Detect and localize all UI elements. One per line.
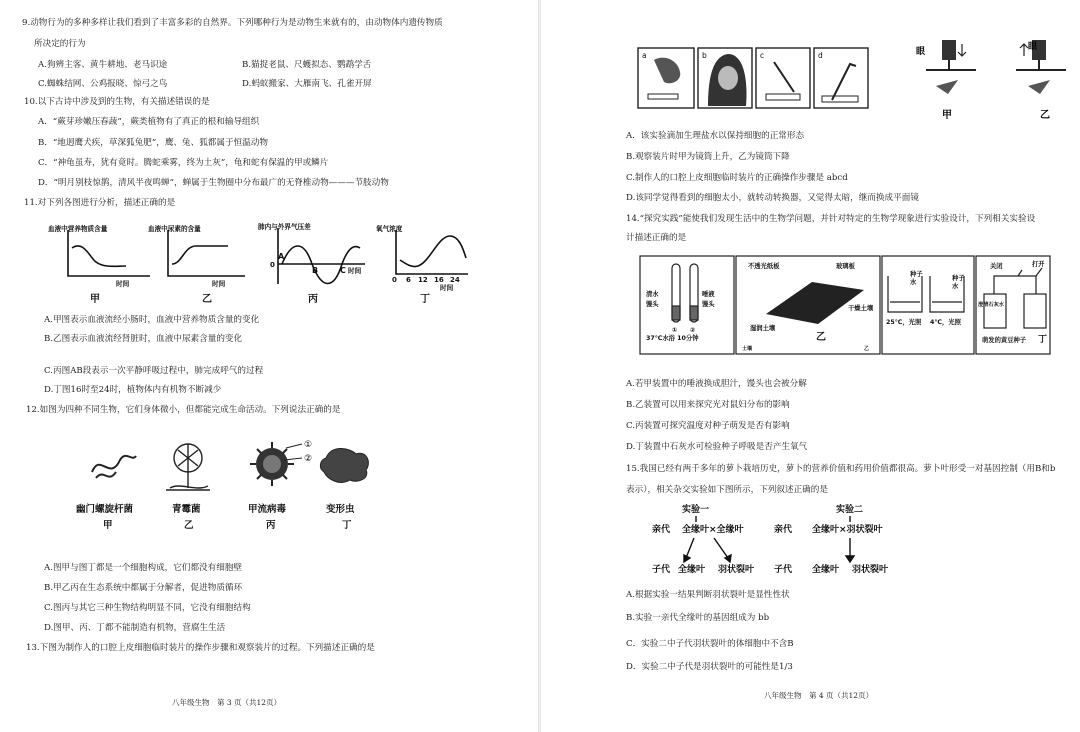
exp2-offspring-2: 羽状裂叶	[852, 565, 889, 575]
ding-tick-24: 24	[450, 276, 460, 284]
virus-mark-2: ②	[304, 454, 313, 464]
organism-tag-yi: 乙	[184, 520, 194, 531]
step-a-drawing	[648, 58, 680, 99]
jia-bun-2: 馒头	[702, 301, 715, 308]
jia-water: 清水	[646, 291, 659, 298]
q14-option-d: D.丁装置中石灰水可检验种子呼吸是否产生氧气	[626, 442, 808, 452]
device-bing-box	[882, 256, 974, 354]
step-label-c: c	[760, 51, 765, 60]
exp1-offspring-1: 全缘叶	[678, 565, 706, 575]
jia-x-label: 时间	[116, 280, 130, 288]
yi-curve	[172, 246, 228, 264]
organism-name-bing: 甲流病毒	[248, 504, 287, 515]
exp1-offspring-2: 羽状裂叶	[718, 565, 755, 575]
device-jia-drawing	[672, 264, 698, 322]
q12-organisms-figure	[70, 432, 390, 542]
bing-point-a: A	[278, 252, 285, 261]
bing-point-b: B	[312, 266, 319, 275]
q9-option-b: B.猫捉老鼠、尺蠖拟态、鹦鹉学舌	[242, 60, 372, 70]
yi-soil: 土壤	[742, 346, 753, 352]
bing-x-label: 时间	[348, 267, 362, 275]
virus-mark-1: ①	[304, 440, 313, 450]
yi-x-label: 时间	[212, 280, 226, 288]
organism-name-yi: 青霉菌	[172, 504, 201, 515]
q9-option-c: C.蜘蛛结网、公鸡报晓、惊弓之鸟	[38, 79, 168, 89]
exp1-arrow-left	[686, 538, 694, 558]
influenza-virus-drawing	[250, 440, 312, 486]
jia-y-label: 血液中营养物质含量	[48, 225, 108, 233]
yi-wet-soil: 湿润土壤	[750, 325, 776, 332]
ding-x-label: 时间	[440, 284, 454, 292]
q10-option-a: A．“蕨芽珍嫩压春蔬”，蕨类植物有了真正的根和输导组织	[38, 117, 260, 127]
penicillium-drawing	[166, 444, 210, 490]
ding-limewater: 澄清石灰水	[978, 302, 1004, 308]
jia-bun-1: 馒头	[646, 301, 659, 308]
exp1-parent: 亲代	[652, 525, 671, 535]
exp2-offspring-1: 全缘叶	[812, 565, 840, 575]
q14-figure	[638, 254, 1052, 358]
jia-curve	[72, 246, 126, 266]
q11-option-c: C.丙图AB段表示一次平静呼吸过程中，肺完成呼气的过程	[44, 366, 264, 376]
step-label-b: b	[702, 51, 707, 60]
yi-axes	[168, 230, 245, 276]
ding-tick-16: 16	[434, 276, 444, 284]
yi-dark-board: 不透光纸板	[748, 263, 780, 270]
q13-stem: 13.下图为制作人的口腔上皮细胞临时装片的操作步骤和观察装片的过程。下列描述正确的是	[26, 643, 375, 653]
step-label-a: a	[642, 51, 647, 60]
ding-tag: 丁	[1038, 335, 1048, 345]
q15-stem-line1: 15.我国已经有两千多年的萝卜栽培历史，萝卜的营养价值和药用价值都很高。萝卜叶形受一对基因控制（用B和b	[626, 464, 1056, 474]
q10-option-b: B．“地迥鹰犬疾，草深狐兔肥”，鹰、兔、狐都属于恒温动物	[38, 138, 268, 148]
yi-dry-soil: 干燥土壤	[848, 305, 874, 312]
bing-seed-1: 种子	[910, 271, 923, 278]
step-label-d: d	[818, 51, 823, 60]
jia-condition: 37℃水浴 10分钟	[646, 335, 699, 342]
exp1-cross: 全缘叶×全缘叶	[682, 525, 744, 535]
q15-stem-line2: 表示），相关杂交实验如下图所示，下列叙述正确的是	[626, 485, 828, 495]
yi-tag: 乙	[864, 346, 870, 352]
right-footer: 八年级生物 第 4 页（共12页）	[764, 691, 874, 700]
microscope-label-yi: 乙	[1040, 110, 1050, 121]
q12-option-c: C.图丙与其它三种生物结构明显不同，它没有细胞结构	[44, 603, 251, 613]
q13-figure	[636, 40, 1076, 124]
eye-label-yi: 眼	[1028, 42, 1038, 52]
helicobacter-drawing	[92, 456, 136, 478]
q9-stem-line2: 所决定的行为	[34, 39, 86, 49]
exp1-child: 子代	[652, 565, 671, 575]
chart-label-bing: 丙	[308, 294, 318, 305]
bing-seed-2: 种子	[952, 275, 965, 282]
organism-name-jia: 幽门螺旋杆菌	[76, 504, 134, 515]
microscope-yi-drawing	[1016, 40, 1066, 121]
bing-point-c: C	[340, 266, 346, 275]
q11-option-a: A.甲图表示血液流经小肠时，血液中营养物质含量的变化	[44, 315, 260, 325]
q15-option-d: D．实验二中子代是羽状裂叶的可能性是1/3	[626, 662, 793, 672]
exp1-arrowhead-left	[684, 555, 690, 562]
exp1-arrow-right	[714, 538, 728, 558]
q13-option-c: C.制作人的口腔上皮细胞临时装片的正确操作步骤是 abcd	[626, 173, 848, 183]
microscope-jia-drawing	[916, 40, 976, 121]
device-yi-board	[766, 282, 864, 324]
q9-option-d: D.蚂蚁搬家、大雁南飞、孔雀开屏	[242, 79, 372, 89]
q14-stem-line2: 计描述正确的是	[626, 233, 687, 243]
q9-stem-line1: 9.动物行为的多种多样让我们看到了丰富多彩的自然界。下列哪种行为是动物生来就有的，由动物体内遗传物质	[22, 18, 443, 28]
bing-zero: 0	[270, 261, 275, 269]
amoeba-drawing	[320, 449, 368, 483]
organism-name-ding: 变形虫	[326, 504, 355, 515]
ding-curve	[400, 236, 466, 267]
jia-saliva: 唾液	[702, 291, 715, 298]
q12-option-a: A.图甲与图丁都是一个细胞构成，它们都没有细胞壁	[44, 563, 243, 573]
bing-y-label: 肺内与外界气压差	[258, 223, 311, 231]
ding-tick-6: 6	[406, 276, 411, 284]
q15-option-a: A.根据实验一结果判断羽状裂叶是显性性状	[626, 590, 790, 600]
q10-stem: 10.以下古诗中涉及到的生物，有关描述错误的是	[24, 97, 210, 107]
q10-option-c: C．“神龟虽寿，犹有竟时。腾蛇乘雾，终为土灰”，龟和蛇有保温的甲或鳞片	[38, 158, 329, 168]
ding-open: 打开	[1032, 261, 1045, 268]
q14-option-a: A.若甲装置中的唾液换成胆汁，馒头也会被分解	[626, 379, 807, 389]
yi-y-label: 血液中尿素的含量	[148, 225, 201, 233]
q15-option-b: B.实验一亲代全缘叶的基因组成为 bb	[626, 613, 770, 623]
organism-tag-jia: 甲	[103, 520, 113, 531]
chart-label-yi: 乙	[202, 294, 212, 305]
ding-close: 关闭	[990, 263, 1003, 270]
q15-cross-diagram	[640, 500, 940, 584]
bing-cond-2: 4℃，光照	[930, 319, 961, 326]
exp2-cross: 全缘叶×羽状裂叶	[812, 525, 883, 535]
step-c-drawing	[766, 62, 800, 100]
q15-option-c: C．实验二中子代羽状裂叶的体细胞中不含B	[626, 639, 794, 649]
step-d-drawing	[822, 64, 858, 102]
q13-option-b: B.观察装片时甲为镜筒上升，乙为镜筒下降	[626, 152, 790, 162]
chart-label-jia: 甲	[90, 294, 100, 305]
q13-option-d: D.该同学觉得看到的细胞太小，就转动转换器，又觉得太暗，继而换成平面镜	[626, 193, 919, 203]
microscope-label-jia: 甲	[942, 110, 952, 121]
q10-option-d: D．“明月别枝惊鹊，清风半夜鸣蝉”，蝉属于生物圈中分布最广的无脊椎动物———节肢动物	[38, 178, 389, 188]
right-page	[540, 0, 1080, 732]
exp2-child: 子代	[774, 565, 793, 575]
q14-option-b: B.乙装置可以用来探究光对鼠妇分布的影响	[626, 400, 790, 410]
ding-y-label: 氧气浓度	[376, 225, 403, 233]
jia-axes	[68, 230, 150, 276]
jia-tube-1: ①	[672, 327, 678, 334]
q12-option-d: D.图甲、丙、丁都不能制造有机物，营腐生生活	[44, 623, 226, 633]
exp1-title: 实验一	[682, 505, 710, 515]
q11-charts-figure	[20, 218, 470, 310]
eye-label-jia: 眼	[916, 47, 926, 57]
chart-label-ding: 丁	[420, 294, 430, 305]
q13-option-a: A．该实验滴加生理盐水以保持细胞的正常形态	[626, 131, 805, 141]
q14-option-c: C.丙装置可探究温度对种子萌发是否有影响	[626, 421, 790, 431]
left-footer: 八年级生物 第 3 页（共12页）	[172, 698, 282, 707]
exp2-arrowhead	[846, 556, 854, 562]
exp2-parent: 亲代	[774, 525, 793, 535]
bing-water-2: 水	[952, 283, 959, 290]
ding-tick-12: 12	[418, 276, 428, 284]
ding-tick-0: 0	[392, 276, 397, 284]
bing-water-1: 水	[910, 279, 917, 286]
q14-stem-line1: 14.“探究实践”能使我们发现生活中的生物学问题，并针对特定的生物学现象进行实验设计，下列相关实验设	[626, 214, 1036, 224]
yi-big-tag: 乙	[816, 332, 826, 343]
jia-tube-2: ②	[690, 327, 696, 334]
q12-stem: 12.如图为四种不同生物，它们身体微小，但都能完成生命活动。下列说法正确的是	[26, 405, 341, 415]
organism-tag-bing: 丙	[266, 520, 276, 531]
step-b-drawing	[708, 54, 746, 106]
q11-stem: 11.对下列各图进行分析，描述正确的是	[24, 198, 176, 208]
yi-glass-board: 玻璃板	[836, 263, 855, 270]
exp2-title: 实验二	[836, 505, 864, 515]
organism-tag-ding: 丁	[342, 520, 352, 531]
ding-seeds: 萌发的黄豆种子	[982, 337, 1027, 344]
q11-option-b: B.乙图表示血液流经肾脏时，血液中尿素含量的变化	[44, 334, 243, 344]
q11-option-d: D.丁图16时至24时，植物体内有机物不断减少	[44, 385, 222, 395]
q12-option-b: B.甲乙丙在生态系统中都属于分解者，促进物质循环	[44, 583, 243, 593]
device-ding-drawing	[984, 268, 1046, 328]
bing-cond-1: 25℃，光照	[886, 319, 922, 326]
q9-option-a: A.狗辨主客、黄牛耕地、老马识途	[38, 60, 168, 70]
